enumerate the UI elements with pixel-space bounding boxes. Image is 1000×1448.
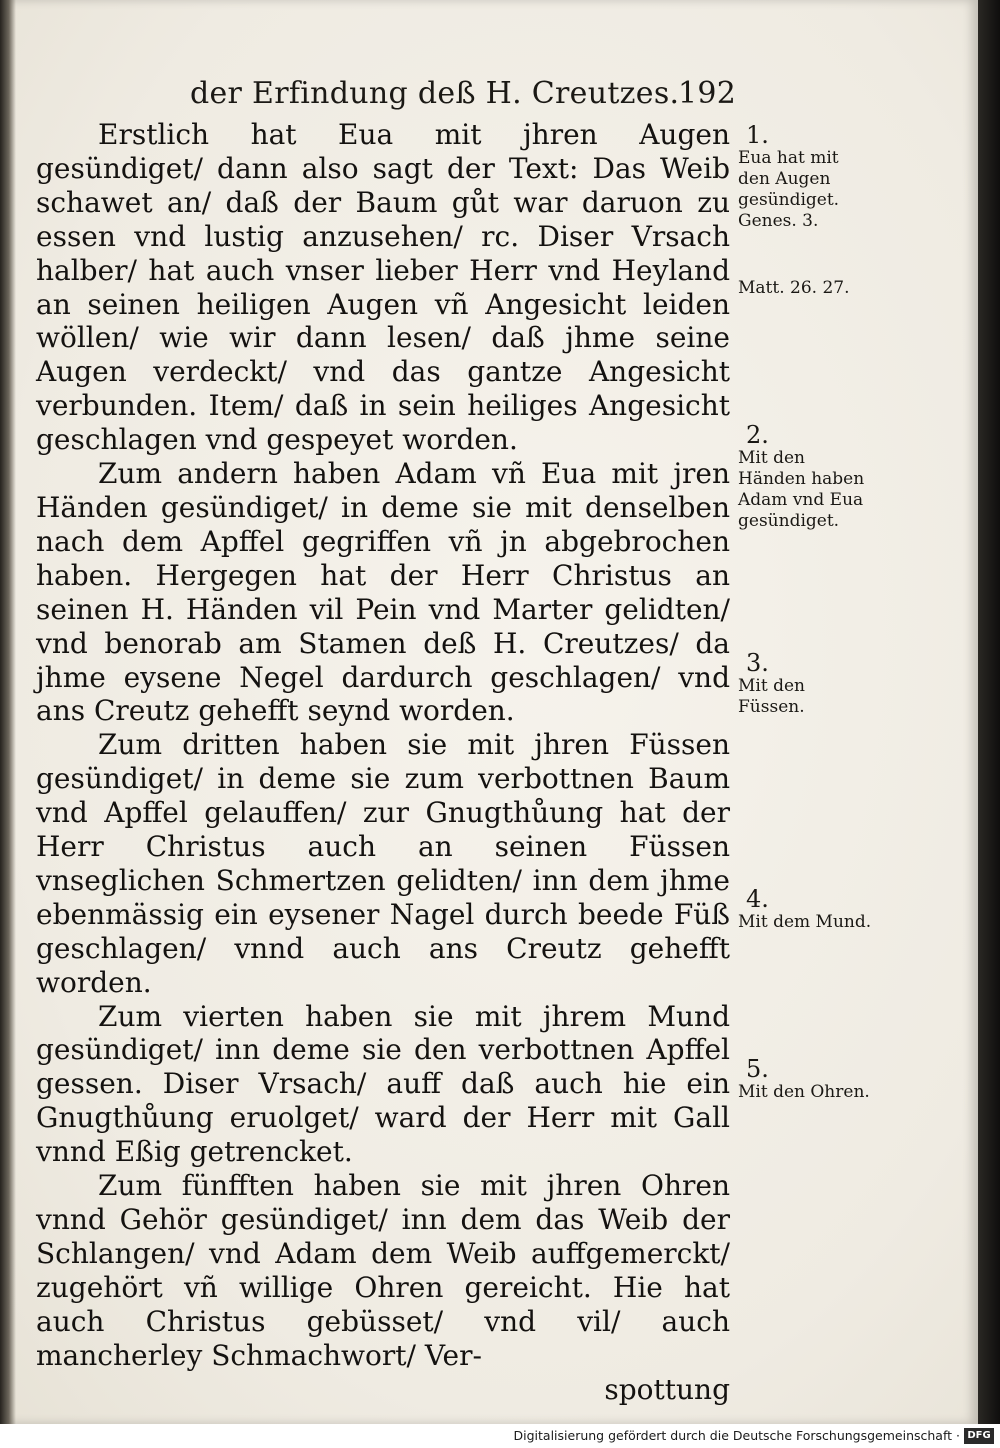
margin-note-text: Mit dem Mund. [738,912,872,932]
margin-note-text: Eua hat mit den Augen gesündiget. Genes. 3. [738,148,840,231]
margin-note-number: 1. [746,121,769,149]
margin-note-1 [738,122,874,232]
funding-notice: Digitalisierung gefördert durch die Deutsche Forschungsgemeinschaft · [513,1428,960,1443]
margin-note-2 [738,422,874,532]
page-number: 192 [678,76,737,111]
margin-note-number: 5. [746,1055,769,1083]
scan-right-edge [978,0,1000,1424]
paragraph-1: Erstlich hat Eua mit jhren Augen gesündiget/ dann also sagt der Text: Das Weib schawet an/ daß der Baum gůt war daruon zu essen vnd lustig anzusehen/ rc. Diser Vrsach halber/ hat auch vnser lieber Herr vnd Heyland an seinen heiligen Augen vñ Angesicht leiden wöllen/ wie wir dann lesen/ daß jhme seine Augen verdeckt/ vnd das gantze Angesicht verbunden. Item/ daß in sein heiliges Angesicht geschlagen vnd gespeyet worden. [36,118,730,457]
catchword: spottung [604,1372,730,1406]
margin-note-text: Mit den Ohren. [738,1082,870,1102]
margin-note-4 [738,886,874,933]
paragraph-3: Zum dritten haben sie mit jhren Füssen gesündiget/ in deme sie zum verbottnen Baum vnd Apffel gelauffen/ zur Gnugthůung hat der Herr Christus auch an seinen Füssen vnseglichen Schmertzen gelidten/ inn dem jhme ebenmässig ein eysener Nagel durch beede Füß geschlagen/ vnnd auch ans Creutz gehefft worden. [36,728,730,999]
paragraph-2: Zum andern haben Adam vñ Eua mit jren Händen gesündiget/ in deme sie mit denselben nach dem Apffel gegriffen vñ jn abgebrochen haben. Hergegen hat der Herr Christus an seinen H. Händen vil Pein vnd Marter gelidten/ vnd benorab am Stamen deß H. Creutzes/ da jhme eysene Negel dardurch geschlagen/ vnd ans Creutz gehefft seynd worden. [36,457,730,728]
margin-note-number: 2. [746,421,769,449]
margin-note-text: Mit den Händen haben Adam vnd Eua gesündiget. [738,448,865,531]
footer-bar [0,1424,1000,1448]
running-head: der Erfindung deß H. Creutzes. [190,76,680,111]
margin-reference: Matt. 26. 27. [738,278,850,298]
paragraph-5: Zum fünfften haben sie mit jhren Ohren vnnd Gehör gesündiget/ inn dem das Weib der Schlangen/ vnd Adam dem Weib auffgemerckt/ zugehört vñ willige Ohren gereicht. Hie hat auch Christus gebüsset/ vnd vil/ auch mancherley Schmachwort/ Ver- [36,1169,730,1372]
margin-note-text: Mit den Füssen. [738,676,805,717]
margin-note-number: 3. [746,649,769,677]
margin-note-number: 4. [746,885,769,913]
margin-note-5 [738,1056,874,1103]
paragraph-4: Zum vierten haben sie mit jhrem Mund gesündiget/ inn deme sie den verbottnen Apffel gessen. Diser Vrsach/ auff daß auch hie ein Gnugthůung eruolget/ ward der Herr mit Gall vnnd Eßig getrencket. [36,999,730,1169]
margin-note-3 [738,650,874,718]
dfg-logo-icon[interactable]: DFG [964,1428,994,1444]
page-spine-shadow [0,0,16,1424]
main-text-block [36,118,730,1406]
